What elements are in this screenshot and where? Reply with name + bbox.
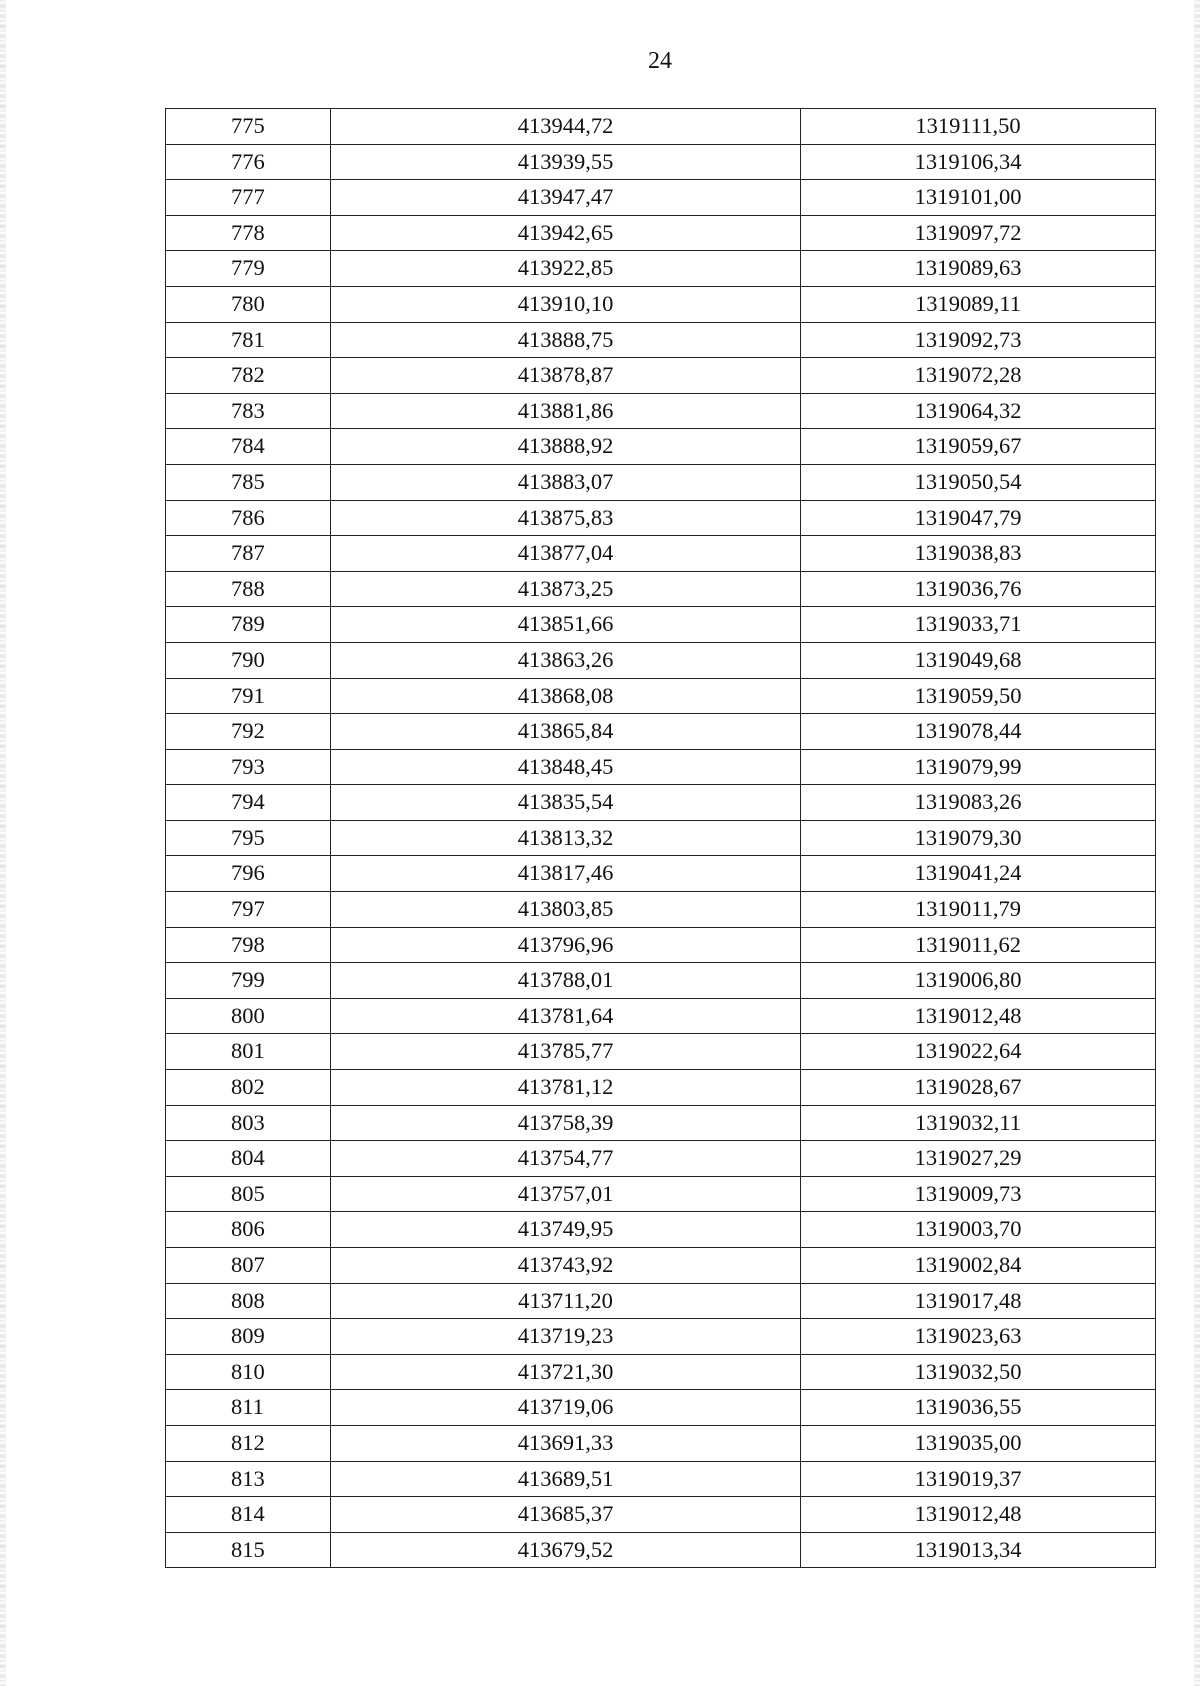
y-coordinate-cell: 1319032,50 [801,1354,1156,1390]
point-number-cell: 810 [166,1354,331,1390]
point-number-cell: 791 [166,678,331,714]
table-row [166,714,1156,750]
x-coordinate-cell: 413685,37 [331,1497,801,1533]
point-number-cell: 804 [166,1141,331,1177]
point-number-cell: 800 [166,998,331,1034]
point-number-cell: 778 [166,215,331,251]
y-coordinate-cell: 1319047,79 [801,500,1156,536]
x-coordinate-cell: 413873,25 [331,571,801,607]
x-coordinate-cell: 413719,23 [331,1319,801,1355]
point-number-cell: 806 [166,1212,331,1248]
x-coordinate-cell: 413788,01 [331,963,801,999]
y-coordinate-cell: 1319079,30 [801,820,1156,856]
y-coordinate-cell: 1319012,48 [801,1497,1156,1533]
x-coordinate-cell: 413878,87 [331,358,801,394]
x-coordinate-cell: 413754,77 [331,1141,801,1177]
table-row [166,322,1156,358]
point-number-cell: 808 [166,1283,331,1319]
point-number-cell: 814 [166,1497,331,1533]
y-coordinate-cell: 1319059,50 [801,678,1156,714]
y-coordinate-cell: 1319050,54 [801,464,1156,500]
point-number-cell: 781 [166,322,331,358]
point-number-cell: 783 [166,393,331,429]
y-coordinate-cell: 1319111,50 [801,109,1156,145]
x-coordinate-cell: 413721,30 [331,1354,801,1390]
table-row [166,1212,1156,1248]
x-coordinate-cell: 413757,01 [331,1176,801,1212]
y-coordinate-cell: 1319078,44 [801,714,1156,750]
y-coordinate-cell: 1319079,99 [801,749,1156,785]
y-coordinate-cell: 1319089,63 [801,251,1156,287]
table-row [166,500,1156,536]
table-row [166,180,1156,216]
y-coordinate-cell: 1319035,00 [801,1425,1156,1461]
y-coordinate-cell: 1319022,64 [801,1034,1156,1070]
point-number-cell: 789 [166,607,331,643]
y-coordinate-cell: 1319059,67 [801,429,1156,465]
table-row [166,1034,1156,1070]
y-coordinate-cell: 1319011,79 [801,892,1156,928]
y-coordinate-cell: 1319032,11 [801,1105,1156,1141]
table-row [166,1319,1156,1355]
x-coordinate-cell: 413947,47 [331,180,801,216]
x-coordinate-cell: 413922,85 [331,251,801,287]
point-number-cell: 793 [166,749,331,785]
table-row [166,1105,1156,1141]
y-coordinate-cell: 1319002,84 [801,1248,1156,1284]
point-number-cell: 801 [166,1034,331,1070]
table-row [166,785,1156,821]
point-number-cell: 809 [166,1319,331,1355]
point-number-cell: 790 [166,642,331,678]
point-number-cell: 797 [166,892,331,928]
x-coordinate-cell: 413944,72 [331,109,801,145]
scan-edge-right [1194,0,1200,1686]
x-coordinate-cell: 413942,65 [331,215,801,251]
table-row [166,251,1156,287]
point-number-cell: 794 [166,785,331,821]
y-coordinate-cell: 1319012,48 [801,998,1156,1034]
x-coordinate-cell: 413749,95 [331,1212,801,1248]
point-number-cell: 782 [166,358,331,394]
point-number-cell: 795 [166,820,331,856]
table-row [166,109,1156,145]
point-number-cell: 775 [166,109,331,145]
point-number-cell: 799 [166,963,331,999]
x-coordinate-cell: 413803,85 [331,892,801,928]
x-coordinate-cell: 413689,51 [331,1461,801,1497]
x-coordinate-cell: 413781,64 [331,998,801,1034]
point-number-cell: 798 [166,927,331,963]
table-row [166,429,1156,465]
x-coordinate-cell: 413711,20 [331,1283,801,1319]
table-row [166,1461,1156,1497]
x-coordinate-cell: 413883,07 [331,464,801,500]
x-coordinate-cell: 413939,55 [331,144,801,180]
y-coordinate-cell: 1319089,11 [801,286,1156,322]
x-coordinate-cell: 413888,75 [331,322,801,358]
scan-edge-left [0,0,6,1686]
y-coordinate-cell: 1319017,48 [801,1283,1156,1319]
point-number-cell: 786 [166,500,331,536]
table-row [166,1248,1156,1284]
x-coordinate-cell: 413875,83 [331,500,801,536]
table-row [166,536,1156,572]
x-coordinate-cell: 413785,77 [331,1034,801,1070]
x-coordinate-cell: 413719,06 [331,1390,801,1426]
y-coordinate-cell: 1319013,34 [801,1532,1156,1568]
coordinates-table [165,108,1156,1568]
point-number-cell: 815 [166,1532,331,1568]
table-row [166,642,1156,678]
table-row [166,358,1156,394]
y-coordinate-cell: 1319019,37 [801,1461,1156,1497]
x-coordinate-cell: 413835,54 [331,785,801,821]
point-number-cell: 776 [166,144,331,180]
table-row [166,1354,1156,1390]
point-number-cell: 777 [166,180,331,216]
table-row [166,856,1156,892]
x-coordinate-cell: 413679,52 [331,1532,801,1568]
y-coordinate-cell: 1319101,00 [801,180,1156,216]
table-row [166,1425,1156,1461]
table-row [166,927,1156,963]
x-coordinate-cell: 413743,92 [331,1248,801,1284]
point-number-cell: 813 [166,1461,331,1497]
point-number-cell: 805 [166,1176,331,1212]
table-row [166,820,1156,856]
point-number-cell: 780 [166,286,331,322]
table-row [166,1070,1156,1106]
y-coordinate-cell: 1319028,67 [801,1070,1156,1106]
table-row [166,393,1156,429]
table-row [166,1141,1156,1177]
y-coordinate-cell: 1319097,72 [801,215,1156,251]
x-coordinate-cell: 413881,86 [331,393,801,429]
point-number-cell: 802 [166,1070,331,1106]
point-number-cell: 803 [166,1105,331,1141]
point-number-cell: 785 [166,464,331,500]
x-coordinate-cell: 413817,46 [331,856,801,892]
x-coordinate-cell: 413848,45 [331,749,801,785]
x-coordinate-cell: 413851,66 [331,607,801,643]
table-row [166,1176,1156,1212]
point-number-cell: 784 [166,429,331,465]
point-number-cell: 807 [166,1248,331,1284]
point-number-cell: 787 [166,536,331,572]
y-coordinate-cell: 1319009,73 [801,1176,1156,1212]
table-row [166,607,1156,643]
y-coordinate-cell: 1319064,32 [801,393,1156,429]
x-coordinate-cell: 413863,26 [331,642,801,678]
point-number-cell: 792 [166,714,331,750]
y-coordinate-cell: 1319072,28 [801,358,1156,394]
point-number-cell: 779 [166,251,331,287]
table-row [166,571,1156,607]
point-number-cell: 796 [166,856,331,892]
page-number: 24 [648,48,672,74]
x-coordinate-cell: 413868,08 [331,678,801,714]
table-row [166,464,1156,500]
x-coordinate-cell: 413813,32 [331,820,801,856]
x-coordinate-cell: 413865,84 [331,714,801,750]
x-coordinate-cell: 413888,92 [331,429,801,465]
y-coordinate-cell: 1319049,68 [801,642,1156,678]
table-row [166,1497,1156,1533]
y-coordinate-cell: 1319023,63 [801,1319,1156,1355]
coordinates-table-body [166,109,1156,1568]
x-coordinate-cell: 413691,33 [331,1425,801,1461]
x-coordinate-cell: 413910,10 [331,286,801,322]
table-row [166,215,1156,251]
point-number-cell: 811 [166,1390,331,1426]
table-row [166,1390,1156,1426]
table-row [166,963,1156,999]
x-coordinate-cell: 413877,04 [331,536,801,572]
y-coordinate-cell: 1319027,29 [801,1141,1156,1177]
table-row [166,1532,1156,1568]
table-row [166,998,1156,1034]
y-coordinate-cell: 1319038,83 [801,536,1156,572]
table-row [166,749,1156,785]
table-row [166,678,1156,714]
table-row [166,144,1156,180]
y-coordinate-cell: 1319033,71 [801,607,1156,643]
y-coordinate-cell: 1319036,55 [801,1390,1156,1426]
y-coordinate-cell: 1319003,70 [801,1212,1156,1248]
y-coordinate-cell: 1319011,62 [801,927,1156,963]
y-coordinate-cell: 1319106,34 [801,144,1156,180]
x-coordinate-cell: 413796,96 [331,927,801,963]
y-coordinate-cell: 1319083,26 [801,785,1156,821]
y-coordinate-cell: 1319041,24 [801,856,1156,892]
y-coordinate-cell: 1319036,76 [801,571,1156,607]
point-number-cell: 788 [166,571,331,607]
table-row [166,286,1156,322]
y-coordinate-cell: 1319092,73 [801,322,1156,358]
x-coordinate-cell: 413781,12 [331,1070,801,1106]
table-row [166,892,1156,928]
x-coordinate-cell: 413758,39 [331,1105,801,1141]
y-coordinate-cell: 1319006,80 [801,963,1156,999]
table-row [166,1283,1156,1319]
point-number-cell: 812 [166,1425,331,1461]
